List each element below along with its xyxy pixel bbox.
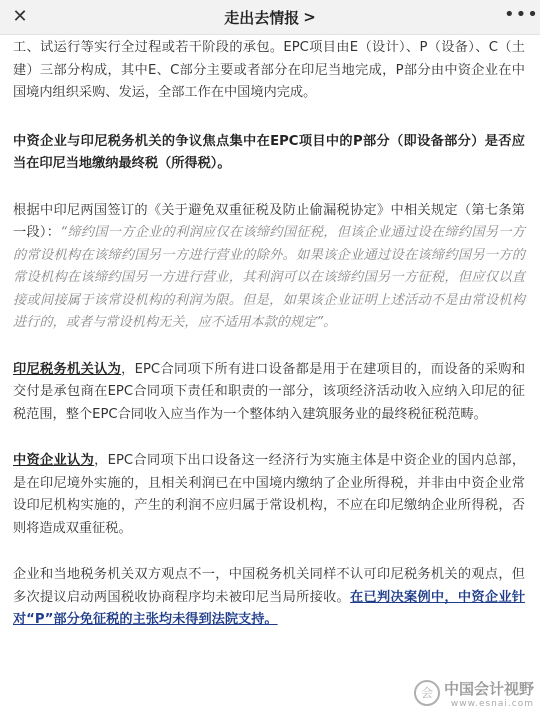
paragraph-epc-definition: 工、试运行等实行全过程或若干阶段的承包。EPC项目由E（设计）、P（设备）、C（土建）三部分构成，其中E、C部分主要或者部分在印尼当地完成，P部分由中资企业在中国境内组织采购、发运，全部工作在中国境内完成。: [13, 40, 525, 100]
paragraph-conclusion: [13, 564, 525, 632]
paragraph-indonesia-view: [13, 359, 525, 427]
chinese-view-text: ，EPC合同项下出口设备这一经济行为实施主体是中资企业的国内总部，是在印尼境外实施的，且相关利润已在中国境内缴纳了企业所得税，并非由中资企业常设印尼机构实施的，产生的利润不应归属于常设机构，不应在印尼缴纳企业所得税，否则将造成双重征税。: [13, 453, 526, 536]
watermark-name: 中国会计视野: [443, 679, 534, 698]
conclusion-emphasis: 在已判决案例中，中资企业针对“P”部分免征税的主张均未得到法院支持。: [13, 589, 526, 627]
article-body: [13, 34, 525, 649]
paragraph-treaty: [13, 200, 525, 335]
page-title[interactable]: 走出去情报: [224, 8, 300, 27]
top-navigation-bar: [0, 0, 540, 35]
conclusion-text: 企业和当地税务机关双方观点不一，中国税务机关同样不认可印尼税务机关的观点，但多次提议启动两国税收协商程序均未被印尼当局所接收。: [13, 567, 525, 605]
chinese-view-label: 中资企业认为: [13, 453, 95, 468]
esnai-logo-icon: 会: [414, 680, 440, 706]
watermark: [394, 676, 534, 710]
treaty-quote: “缔约国一方企业的利润应仅在该缔约国征税，但该企业通过设在缔约国另一方的常设机构在该缔约国另一方进行营业的除外。如果该企业通过设在该缔约国另一方的常设机构在该缔约国另一方进行营业，其利润可以在该缔约国另一方征税，但应仅以直接或间接属于该常设机构的利润为限。但是，如果该企业证明上述活动不是由常设机构进行的，或者与常设机构无关，应不适用本款的规定”。: [13, 225, 525, 330]
indonesia-view-text: ，EPC合同项下所有进口设备都是用于在建项目的，而设备的采购和交付是承包商在EPC合同项下责任和职责的一部分，该项经济活动收入应纳入印尼的征税范围，整个EPC合同收入应当作为一个整体纳入建筑服务业的最终税征税范畴。: [13, 361, 526, 422]
watermark-url: www.esnai.com: [450, 698, 534, 709]
close-icon[interactable]: ✕: [12, 6, 28, 27]
paragraph-dispute-focus: 中资企业与印尼税务机关的争议焦点集中在EPC项目中的P部分（即设备部分）是否应当在印尼当地缴纳最终税（所得税）。: [13, 133, 525, 171]
indonesia-view-label: 印尼税务机关认为: [13, 361, 122, 377]
treaty-lead-text: 根据中印尼两国签订的《关于避免双重征税及防止偷漏税协定》中相关规定（第七条第一段）：: [13, 202, 525, 240]
more-options-icon[interactable]: •••: [504, 4, 539, 25]
paragraph-chinese-enterprise-view: [13, 450, 525, 540]
chevron-right-icon[interactable]: >: [303, 8, 316, 26]
